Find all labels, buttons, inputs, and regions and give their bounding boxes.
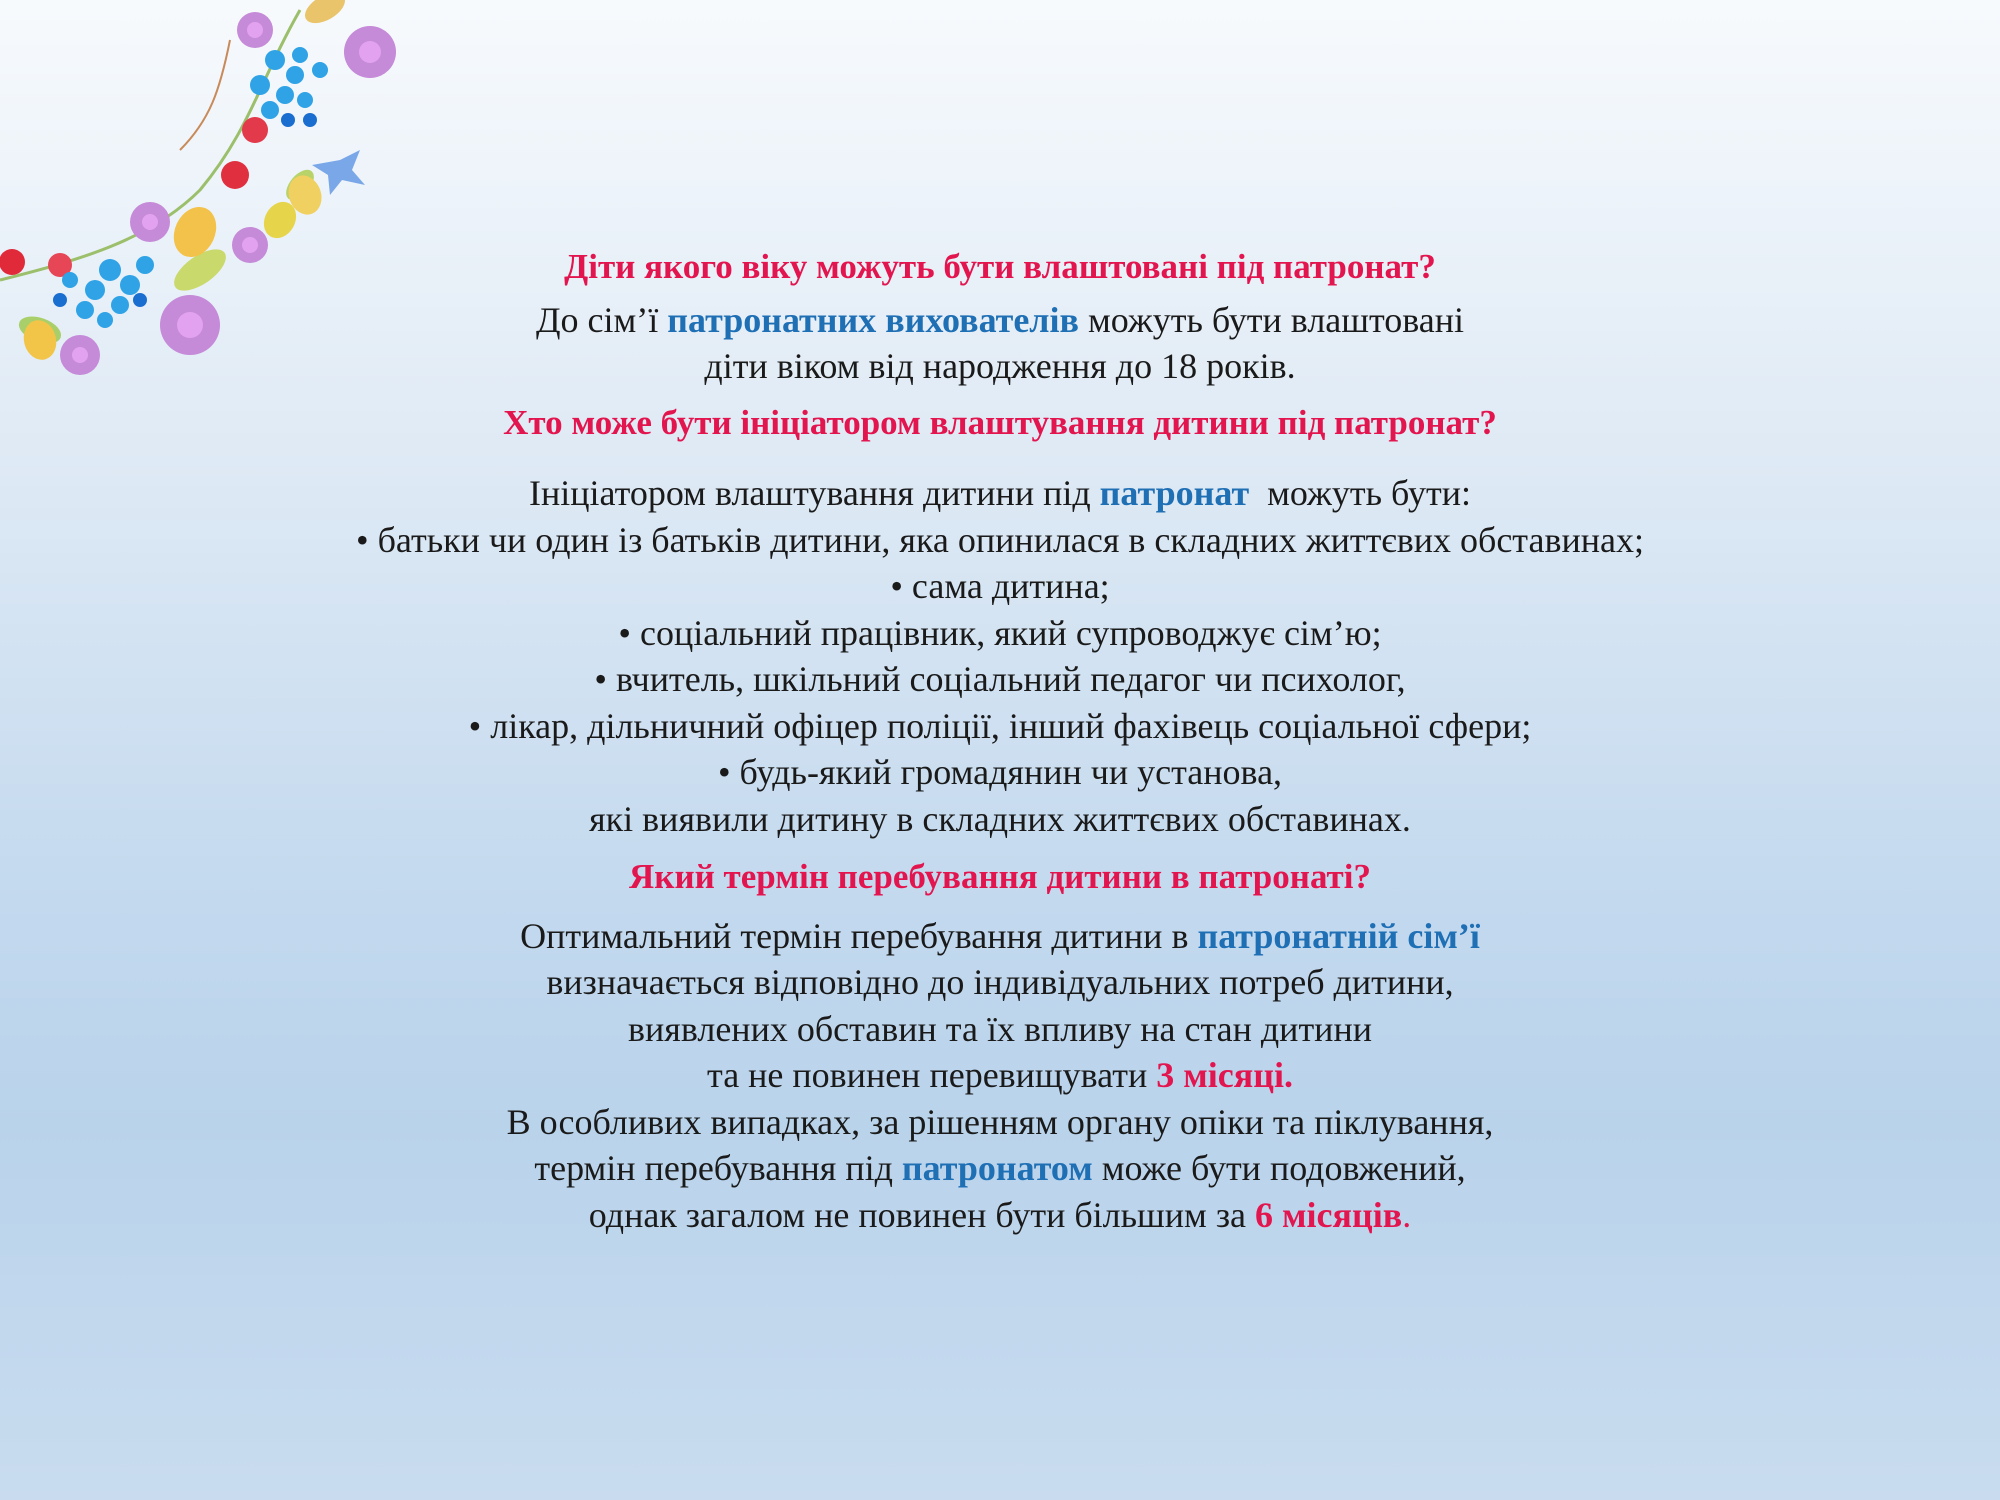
answer-2-intro-text: можуть бути:: [1249, 473, 1471, 513]
highlight-3-months: 3 місяці.: [1156, 1055, 1293, 1095]
answer-3-line-7: [0, 1192, 2000, 1239]
highlight-foster-caregivers: патронатних вихователів: [667, 299, 1079, 340]
initiator-list-item: • соціальний працівник, який супроводжує сім’ю;: [618, 612, 1382, 653]
answer-2-intro-text: Ініціатором влаштування дитини під: [529, 473, 1100, 513]
answer-3-text: та не повинен перевищувати: [707, 1055, 1157, 1095]
question-2-heading: Хто може бути ініціатором влаштування дитини під патронат?: [503, 402, 1497, 442]
highlight-patronage-term: патронатом: [901, 1148, 1093, 1188]
answer-1-text: До сім’ї: [535, 299, 668, 340]
initiator-list-item: • вчитель, шкільний соціальний педагог чи психолог,: [594, 659, 1406, 699]
answer-3-text: термін перебування під: [534, 1148, 902, 1188]
answer-3-line-5: В особливих випадках, за рішенням органу опіки та піклування,: [506, 1101, 1494, 1142]
slide-content: [0, 244, 2000, 1238]
answer-3-line-4: [0, 1052, 2000, 1099]
answer-1-line-1: [0, 297, 2000, 344]
initiator-list-item: • будь-який громадянин чи установа,: [717, 752, 1283, 792]
answer-3-text: однак загалом не повинен бути більшим за: [588, 1194, 1256, 1235]
answer-3-line-3: виявлених обставин та їх впливу на стан дитини: [628, 1008, 1372, 1049]
answer-1-line-2: діти віком від народження до 18 років.: [704, 346, 1296, 386]
answer-3-line-1: [0, 913, 2000, 960]
answer-3-text: може бути подовжений,: [1092, 1148, 1466, 1188]
highlight-patronage: патронат: [1099, 473, 1250, 513]
highlight-6-months: 6 місяців: [1255, 1194, 1403, 1235]
answer-2-intro: [0, 470, 2000, 517]
question-1-heading: Діти якого віку можуть бути влаштовані під патронат?: [564, 247, 1436, 286]
period-mark: .: [1402, 1194, 1412, 1235]
question-3-heading: Який термін перебування дитини в патронаті?: [629, 857, 1371, 896]
initiator-list-item: • батьки чи один із батьків дитини, яка опинилася в складних життєвих обставинах;: [356, 519, 1644, 560]
answer-3-line-2: визначається відповідно до індивідуальних потреб дитини,: [546, 962, 1454, 1002]
initiator-list-item: • сама дитина;: [890, 566, 1110, 606]
answer-1-text: можуть бути влаштовані: [1078, 299, 1465, 340]
answer-3-text: Оптимальний термін перебування дитини в: [520, 915, 1198, 956]
initiator-list-item: які виявили дитину в складних життєвих обставинах.: [589, 798, 1411, 839]
answer-3-line-6: [0, 1145, 2000, 1192]
highlight-foster-family: патронатній сім’ї: [1197, 915, 1480, 956]
initiator-list-item: • лікар, дільничний офіцер поліції, інший фахівець соціальної сфери;: [468, 705, 1532, 746]
